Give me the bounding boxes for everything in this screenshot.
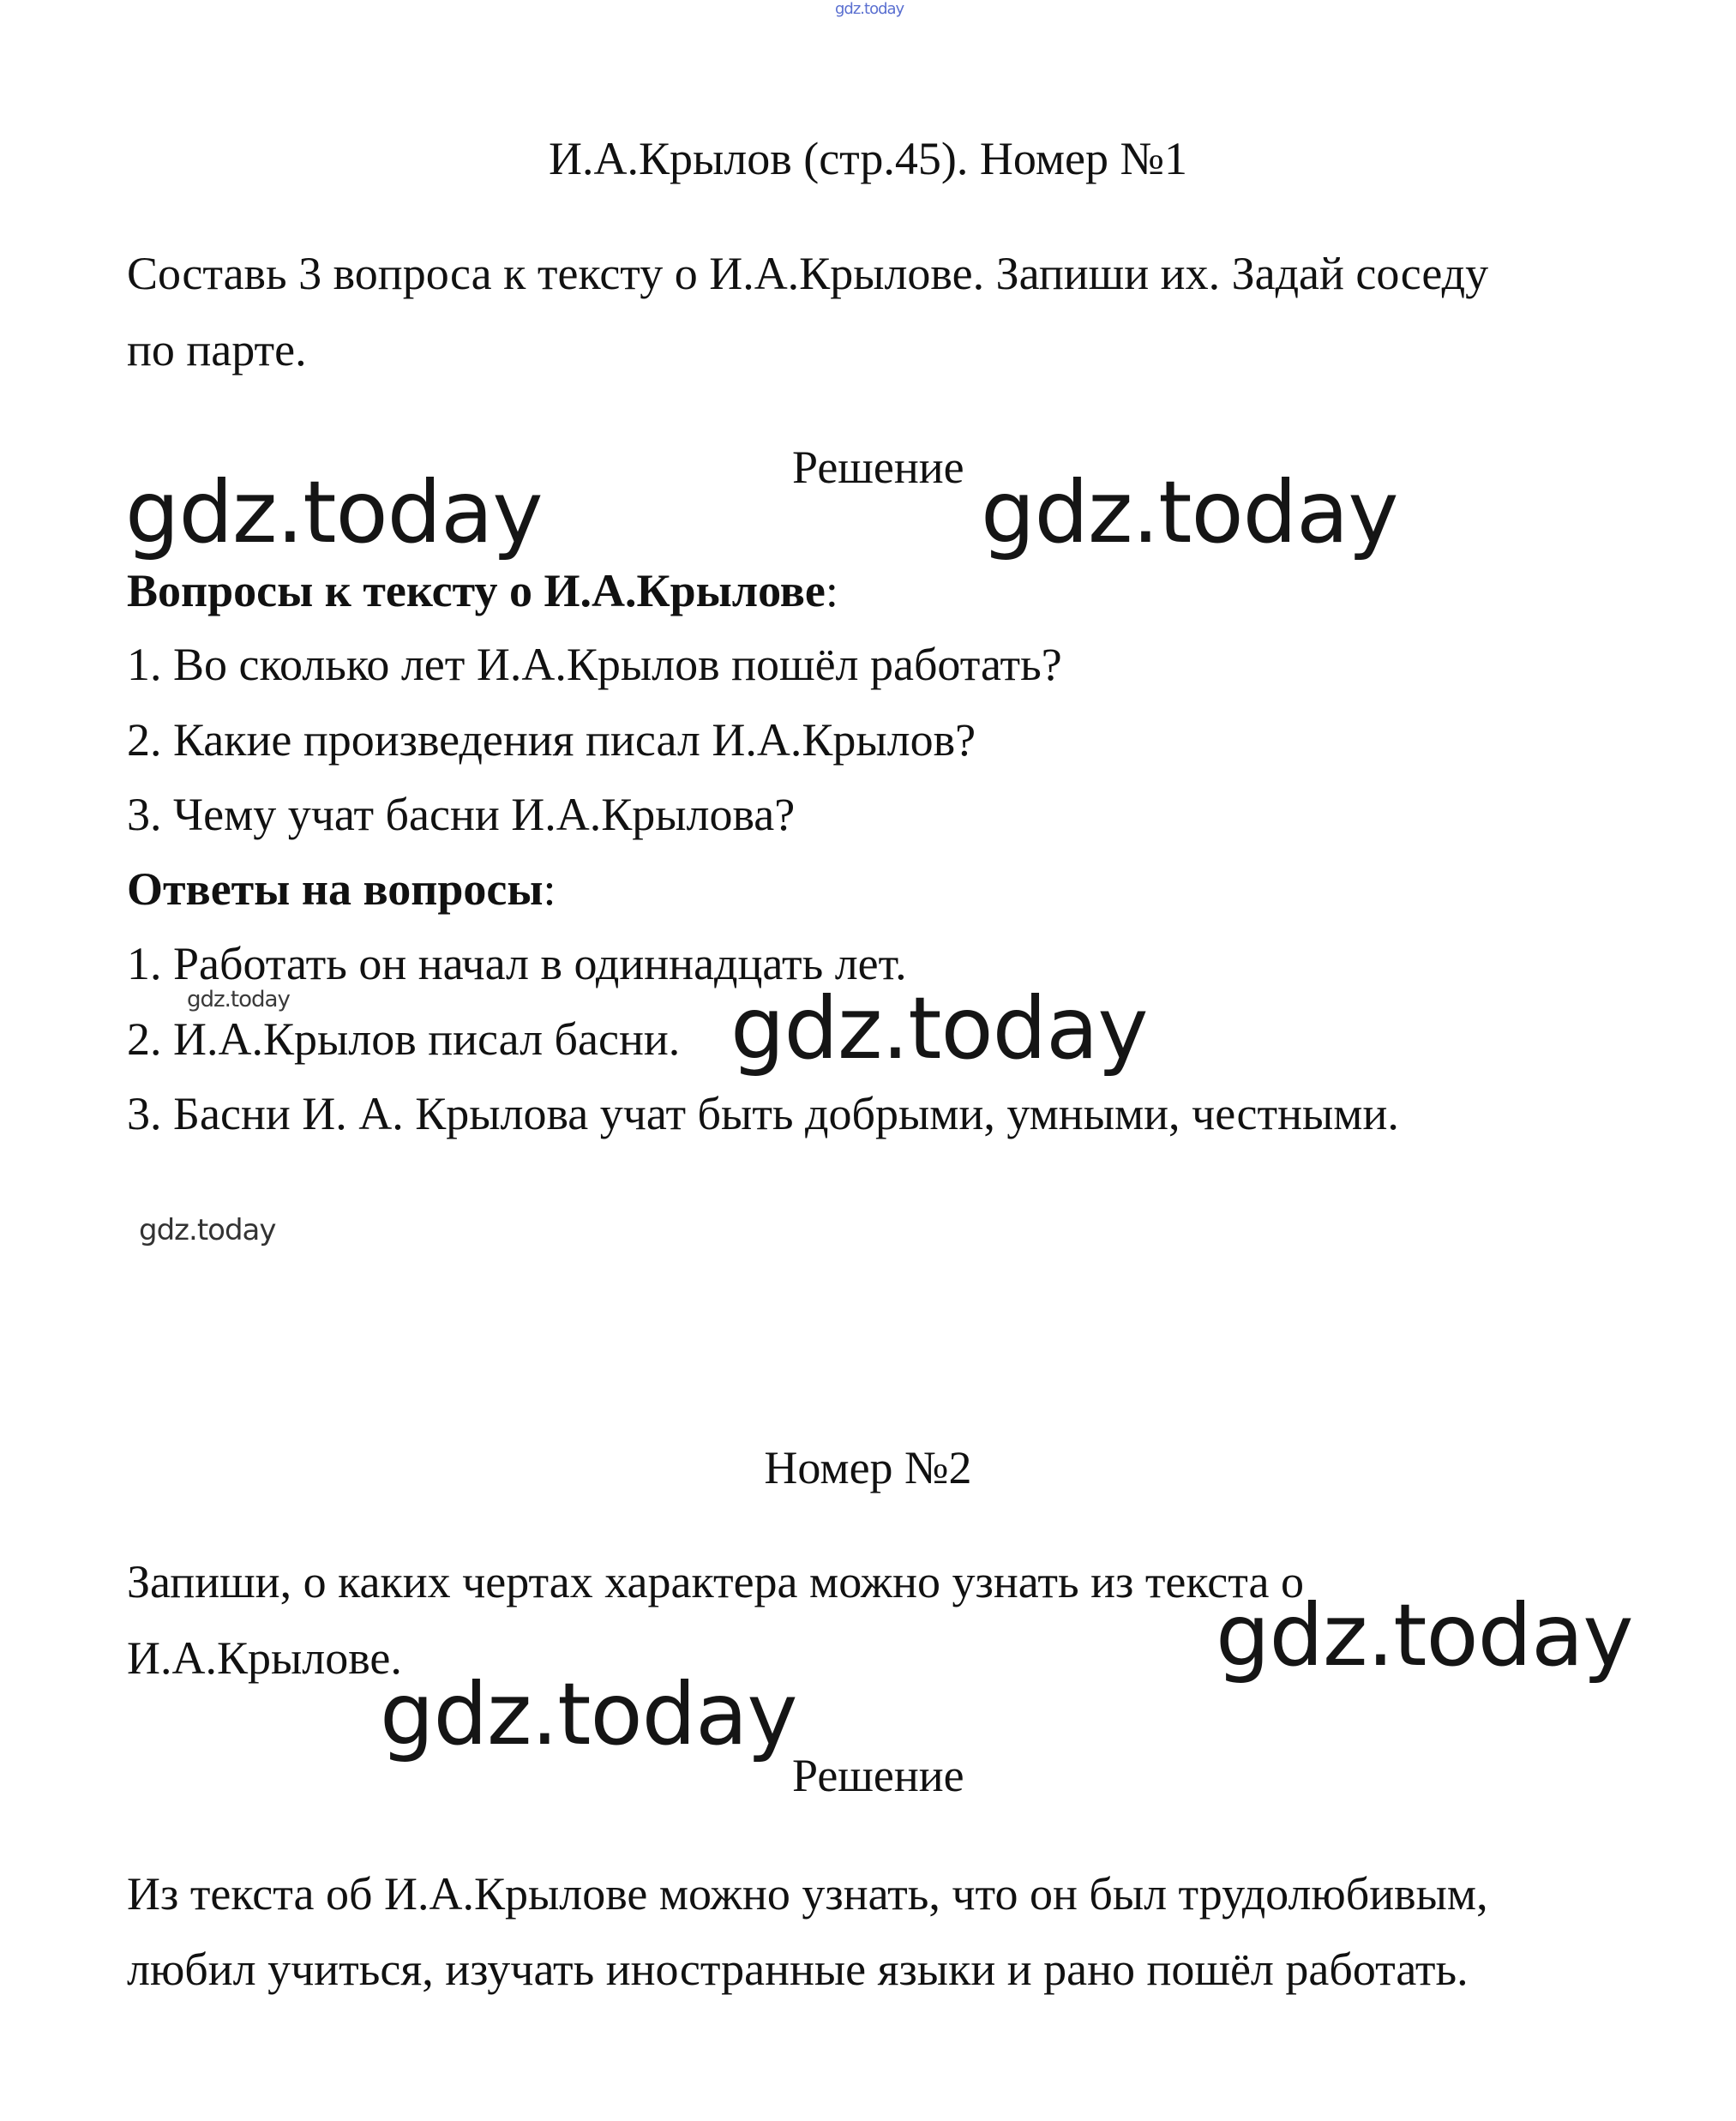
- watermark-small: gdz.today: [139, 1213, 276, 1247]
- watermark-large: gdz.today: [981, 462, 1398, 562]
- watermark-large: gdz.today: [125, 462, 543, 562]
- answer-item: 2. И.А.Крылов писал басни.: [127, 1013, 681, 1065]
- task2-solution-label: Решение: [792, 1750, 964, 1801]
- watermark-large: gdz.today: [730, 978, 1148, 1079]
- answers-heading: [127, 863, 556, 915]
- answer-item: 1. Работать он начал в одиннадцать лет.: [127, 938, 907, 989]
- answers-heading-colon: :: [543, 863, 556, 915]
- task2-prompt-line1: Запиши, о каких чертах характера можно узнать из текста о: [127, 1556, 1304, 1607]
- questions-heading: [127, 565, 838, 616]
- questions-heading-colon: :: [825, 565, 838, 616]
- question-item: 1. Во сколько лет И.А.Крылов пошёл работать?: [127, 639, 1062, 690]
- watermark-large: gdz.today: [380, 1664, 797, 1764]
- watermark-top: gdz.today: [835, 0, 904, 18]
- watermark-large: gdz.today: [1216, 1585, 1633, 1685]
- task1-title: И.А.Крылов (стр.45). Номер №1: [548, 133, 1188, 184]
- question-item: 2. Какие произведения писал И.А.Крылов?: [127, 714, 976, 766]
- task1-solution-label: Решение: [792, 442, 964, 493]
- question-item: 3. Чему учат басни И.А.Крылова?: [127, 789, 796, 840]
- task2-title: Номер №2: [764, 1442, 972, 1493]
- task2-answer-line1: Из текста об И.А.Крылове можно узнать, что он был трудолюбивым,: [127, 1868, 1488, 1920]
- task1-prompt-line1: Составь 3 вопроса к тексту о И.А.Крылове. Запиши их. Задай соседу: [127, 248, 1489, 299]
- answer-item: 3. Басни И. А. Крылова учат быть добрыми, умными, честными.: [127, 1088, 1399, 1139]
- task2-prompt-line2: И.А.Крылове.: [127, 1632, 402, 1684]
- task1-prompt-line2: по парте.: [127, 324, 307, 376]
- watermark-small: gdz.today: [187, 987, 290, 1012]
- questions-heading-text: Вопросы к тексту о И.А.Крылове: [127, 565, 826, 616]
- task2-answer-line2: любил учиться, изучать иностранные языки и рано пошёл работать.: [127, 1944, 1469, 1995]
- answers-heading-text: Ответы на вопросы: [127, 863, 544, 915]
